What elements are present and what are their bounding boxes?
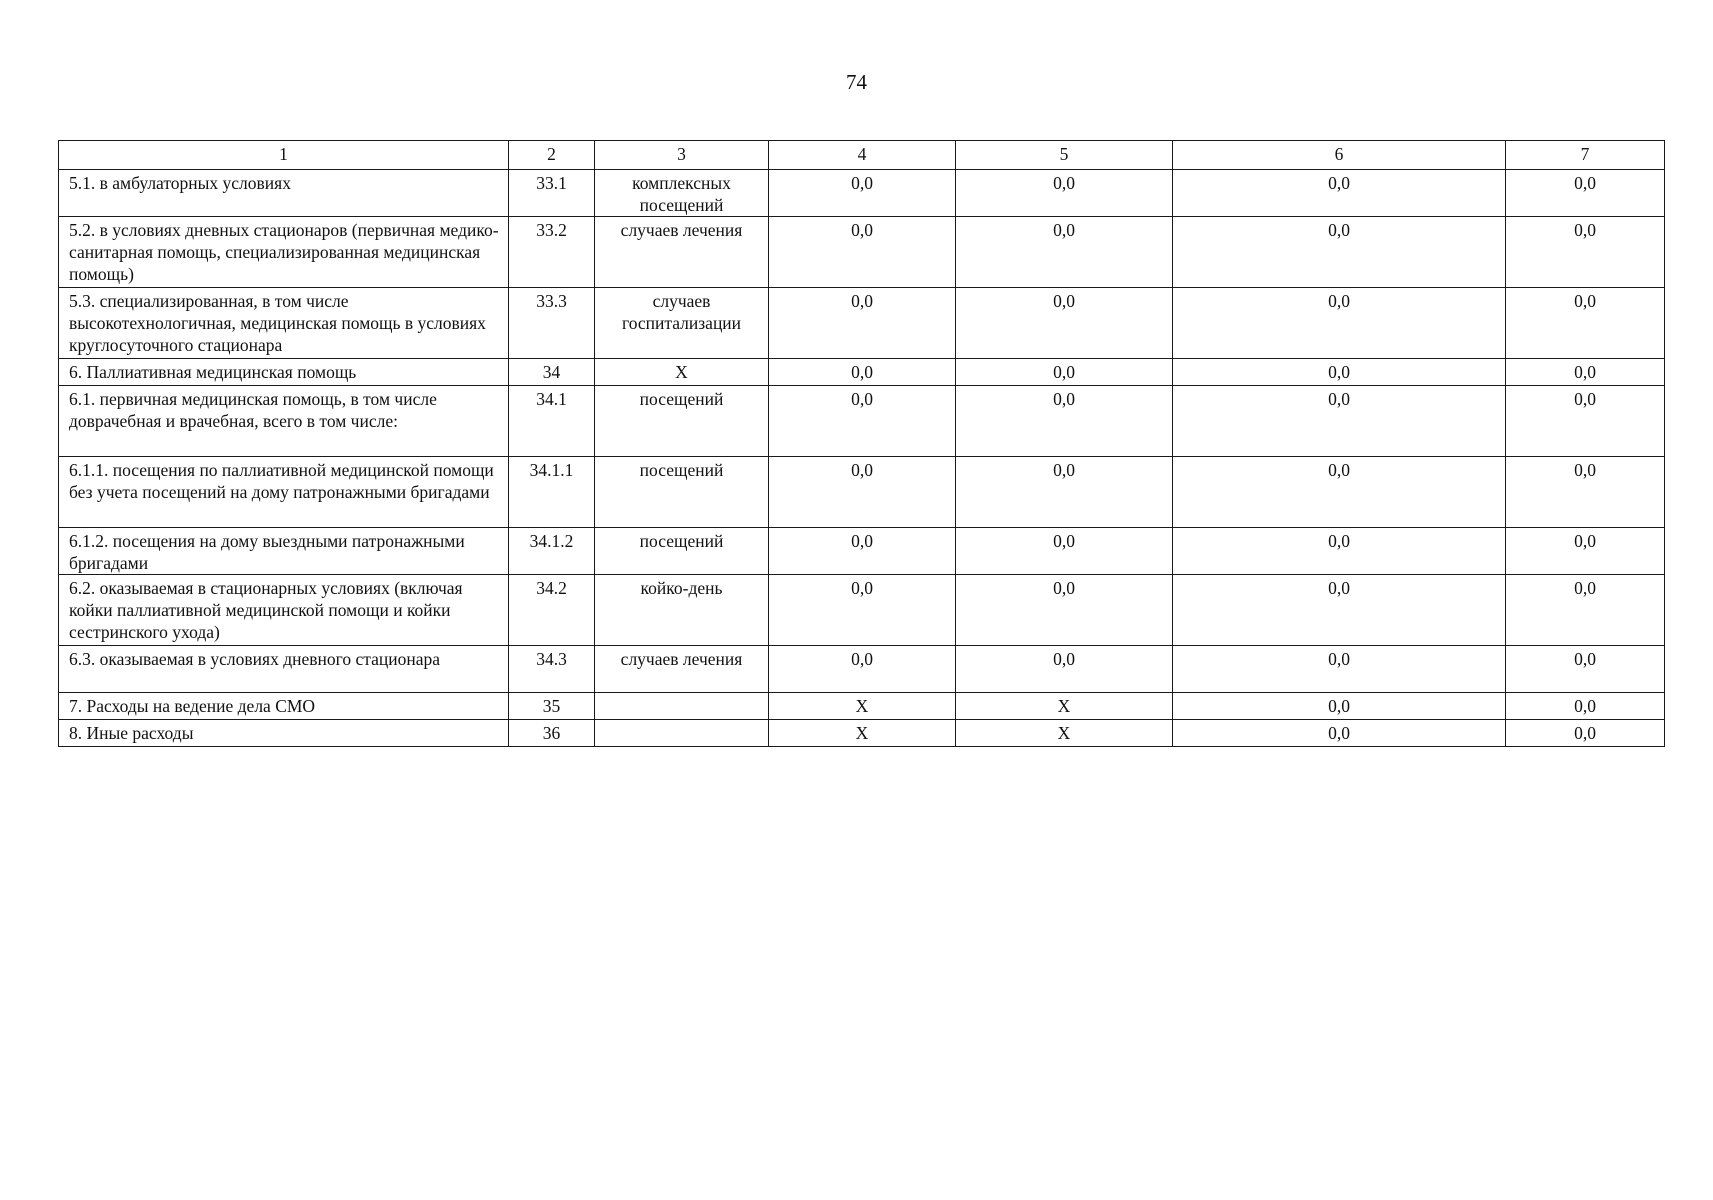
row-name: 8. Иные расходы bbox=[59, 720, 509, 747]
row-value-col5: 0,0 bbox=[956, 646, 1173, 693]
row-code: 34 bbox=[509, 359, 595, 386]
row-unit: случаев лечения bbox=[595, 217, 769, 288]
row-value-col5: 0,0 bbox=[956, 217, 1173, 288]
row-unit: случаев лечения bbox=[595, 646, 769, 693]
row-name: 5.3. специализированная, в том числе высокотехнологичная, медицинская помощь в условиях круглосуточного стационара bbox=[59, 288, 509, 359]
row-value-col7: 0,0 bbox=[1506, 457, 1665, 528]
row-value-col7: 0,0 bbox=[1506, 359, 1665, 386]
row-name: 5.2. в условиях дневных стационаров (первичная медико-санитарная помощь, специализированная медицинская помощь) bbox=[59, 217, 509, 288]
row-unit: Х bbox=[595, 359, 769, 386]
row-code: 34.1.1 bbox=[509, 457, 595, 528]
row-value-col7: 0,0 bbox=[1506, 288, 1665, 359]
row-name: 6.3. оказываемая в условиях дневного стационара bbox=[59, 646, 509, 693]
column-header: 7 bbox=[1506, 141, 1665, 170]
row-value-col4: 0,0 bbox=[769, 575, 956, 646]
row-value-col6: 0,0 bbox=[1173, 170, 1506, 217]
column-header: 3 bbox=[595, 141, 769, 170]
row-name: 6.1. первичная медицинская помощь, в том числе доврачебная и врачебная, всего в том числе: bbox=[59, 386, 509, 457]
row-code: 34.1 bbox=[509, 386, 595, 457]
row-value-col5: 0,0 bbox=[956, 457, 1173, 528]
table-row bbox=[59, 386, 1665, 457]
row-value-col5: 0,0 bbox=[956, 288, 1173, 359]
row-value-col4: 0,0 bbox=[769, 359, 956, 386]
row-code: 36 bbox=[509, 720, 595, 747]
row-value-col5: 0,0 bbox=[956, 386, 1173, 457]
table-row bbox=[59, 575, 1665, 646]
row-unit: посещений bbox=[595, 457, 769, 528]
row-value-col6: 0,0 bbox=[1173, 646, 1506, 693]
row-value-col4: Х bbox=[769, 720, 956, 747]
row-unit: койко-день bbox=[595, 575, 769, 646]
row-unit bbox=[595, 693, 769, 720]
table-row bbox=[59, 217, 1665, 288]
column-header: 4 bbox=[769, 141, 956, 170]
row-value-col5: 0,0 bbox=[956, 170, 1173, 217]
row-code: 35 bbox=[509, 693, 595, 720]
row-value-col4: 0,0 bbox=[769, 528, 956, 575]
row-value-col4: Х bbox=[769, 693, 956, 720]
row-value-col7: 0,0 bbox=[1506, 575, 1665, 646]
row-value-col7: 0,0 bbox=[1506, 528, 1665, 575]
row-name: 6.1.1. посещения по паллиативной медицинской помощи без учета посещений на дому патронажными бригадами bbox=[59, 457, 509, 528]
row-value-col6: 0,0 bbox=[1173, 386, 1506, 457]
row-value-col6: 0,0 bbox=[1173, 288, 1506, 359]
row-unit: случаев госпитализации bbox=[595, 288, 769, 359]
row-code: 33.3 bbox=[509, 288, 595, 359]
header-row bbox=[59, 141, 1665, 170]
column-header: 5 bbox=[956, 141, 1173, 170]
row-name: 6.2. оказываемая в стационарных условиях (включая койки паллиативной медицинской помощи и койки сестринского ухода) bbox=[59, 575, 509, 646]
row-value-col4: 0,0 bbox=[769, 457, 956, 528]
row-value-col7: 0,0 bbox=[1506, 693, 1665, 720]
row-code: 34.3 bbox=[509, 646, 595, 693]
row-value-col6: 0,0 bbox=[1173, 575, 1506, 646]
row-code: 34.1.2 bbox=[509, 528, 595, 575]
row-name: 6.1.2. посещения на дому выездными патронажными бригадами bbox=[59, 528, 509, 575]
column-header: 1 bbox=[59, 141, 509, 170]
row-code: 33.2 bbox=[509, 217, 595, 288]
row-value-col5: Х bbox=[956, 720, 1173, 747]
row-value-col5: 0,0 bbox=[956, 359, 1173, 386]
table-row bbox=[59, 646, 1665, 693]
row-value-col6: 0,0 bbox=[1173, 457, 1506, 528]
row-value-col4: 0,0 bbox=[769, 646, 956, 693]
row-name: 7. Расходы на ведение дела СМО bbox=[59, 693, 509, 720]
table-row bbox=[59, 457, 1665, 528]
row-value-col4: 0,0 bbox=[769, 217, 956, 288]
table-row bbox=[59, 170, 1665, 217]
column-header: 6 bbox=[1173, 141, 1506, 170]
row-value-col7: 0,0 bbox=[1506, 217, 1665, 288]
row-unit: комплексных посещений bbox=[595, 170, 769, 217]
row-value-col5: Х bbox=[956, 693, 1173, 720]
row-value-col6: 0,0 bbox=[1173, 359, 1506, 386]
row-value-col7: 0,0 bbox=[1506, 386, 1665, 457]
row-unit: посещений bbox=[595, 386, 769, 457]
row-name: 6. Паллиативная медицинская помощь bbox=[59, 359, 509, 386]
row-code: 33.1 bbox=[509, 170, 595, 217]
row-value-col5: 0,0 bbox=[956, 528, 1173, 575]
row-unit: посещений bbox=[595, 528, 769, 575]
table-row bbox=[59, 288, 1665, 359]
row-unit bbox=[595, 720, 769, 747]
row-code: 34.2 bbox=[509, 575, 595, 646]
report-table bbox=[58, 140, 1665, 747]
row-value-col4: 0,0 bbox=[769, 170, 956, 217]
row-value-col4: 0,0 bbox=[769, 386, 956, 457]
row-value-col6: 0,0 bbox=[1173, 693, 1506, 720]
page-number: 74 bbox=[846, 70, 867, 94]
table-row bbox=[59, 359, 1665, 386]
column-header: 2 bbox=[509, 141, 595, 170]
row-value-col6: 0,0 bbox=[1173, 528, 1506, 575]
row-value-col7: 0,0 bbox=[1506, 170, 1665, 217]
table-row bbox=[59, 720, 1665, 747]
row-name: 5.1. в амбулаторных условиях bbox=[59, 170, 509, 217]
row-value-col7: 0,0 bbox=[1506, 646, 1665, 693]
table-row bbox=[59, 693, 1665, 720]
row-value-col7: 0,0 bbox=[1506, 720, 1665, 747]
row-value-col6: 0,0 bbox=[1173, 217, 1506, 288]
table-row bbox=[59, 528, 1665, 575]
row-value-col5: 0,0 bbox=[956, 575, 1173, 646]
row-value-col4: 0,0 bbox=[769, 288, 956, 359]
row-value-col6: 0,0 bbox=[1173, 720, 1506, 747]
